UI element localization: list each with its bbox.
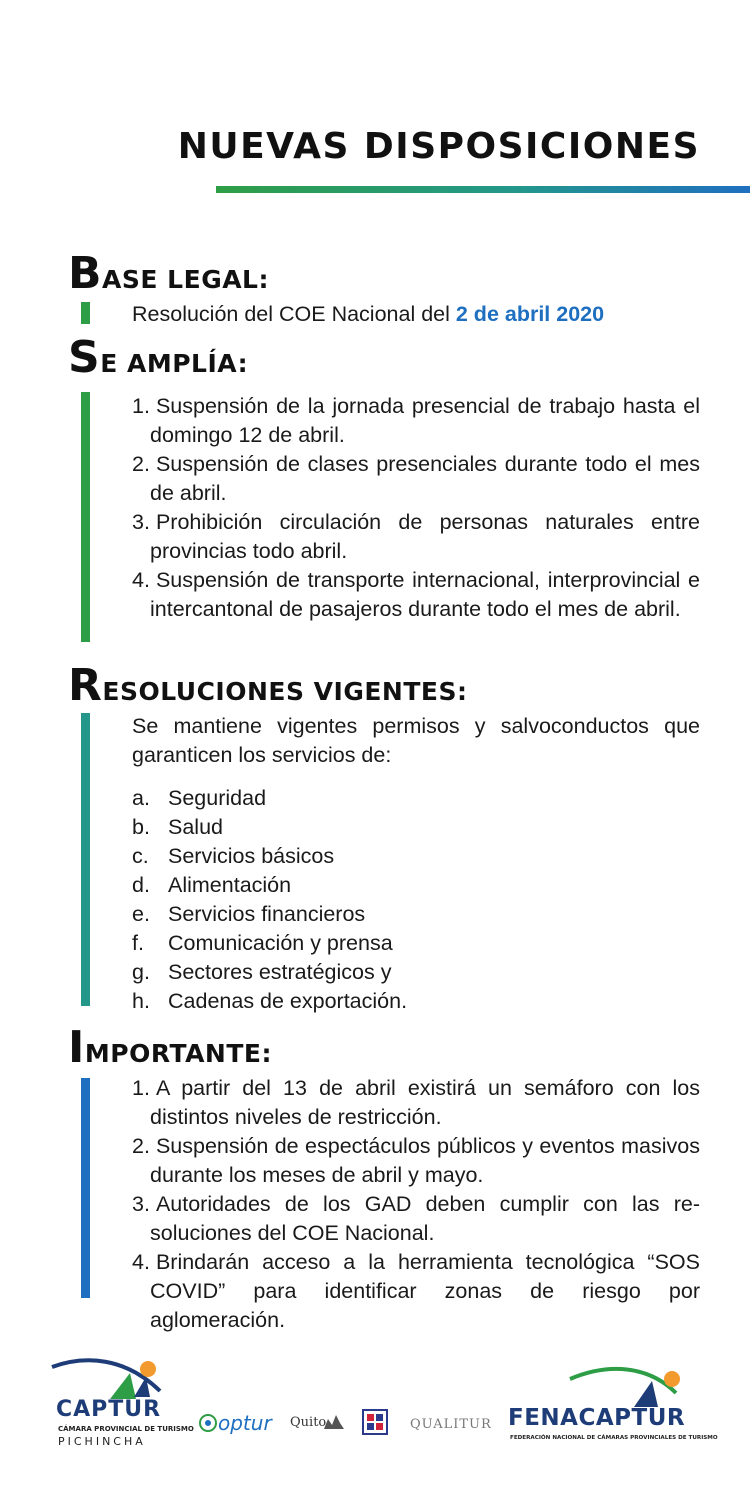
heading-base-legal: BASE LEGAL:: [68, 248, 269, 299]
se-amplia-bar: [81, 392, 90, 642]
list-item: g. Sectores estratégicos y: [132, 960, 392, 984]
importante-list: [132, 1074, 700, 1335]
resoluciones-intro: Se mantiene vigentes permisos y salvoconductos que garanticen los servicios de:: [132, 714, 700, 767]
quito-skyline-icon: [324, 1413, 344, 1429]
footer-logos: CAPTUR CÁMARA PROVINCIAL DE TURISMO PICHINCHA optur Quito QUALITUR FENACAPTUR FEDERACIÓN NACIONAL DE CÁMARAS PROVINCIALES DE TURISMO: [0, 1355, 750, 1495]
base-legal-date: 2 de abril 2020: [455, 302, 605, 326]
qualitur-logo: QUALITUR: [410, 1417, 492, 1432]
se-amplia-list: [132, 392, 700, 624]
list-item: c. Servicios básicos: [132, 844, 335, 868]
list-item: 3. Autoridades de los GAD deben cumplir con las resoluciones del COE Nacional.: [132, 1192, 700, 1245]
list-item: 4. Brindarán acceso a la herramienta tecnológica “SOS COVID” para identificar zonas de riesgo por aglomeración.: [132, 1250, 700, 1332]
list-item: 3. Prohibición circulación de personas naturales entre provincias todo abril.: [132, 510, 700, 563]
list-item: b. Salud: [132, 815, 223, 839]
importante-bar: [81, 1078, 90, 1298]
list-item: 1. Suspensión de la jornada presencial de trabajo hasta el domingo 12 de abril.: [132, 394, 700, 447]
title-underline: [216, 186, 750, 193]
list-item: d. Alimentación: [132, 873, 292, 897]
heading-resoluciones-vigentes: RESOLUCIONES VIGENTES:: [68, 660, 468, 711]
list-item: 1. A partir del 13 de abril existirá un semáforo con los distintos niveles de restricción.: [132, 1076, 700, 1129]
optur-mark-icon: [198, 1413, 218, 1433]
heading-se-amplia: SE AMPLÍA:: [68, 332, 249, 383]
list-item: e. Servicios financieros: [132, 902, 366, 926]
base-legal-text: Resolución del COE Nacional del 2 de abril 2020: [132, 302, 605, 326]
list-item: 2. Suspensión de clases presenciales durante todo el mes de abril.: [132, 452, 700, 505]
list-item: f. Comunicación y prensa: [132, 931, 393, 955]
emblem-square-icon: [362, 1409, 388, 1435]
list-item: 4. Suspensión de transporte internacional, interprovincial e intercantonal de pasajeros durante todo el mes de abril.: [132, 568, 700, 621]
resoluciones-bar: [81, 713, 90, 1006]
heading-importante: IMPORTANTE:: [68, 1022, 272, 1073]
resoluciones-content: [132, 712, 700, 1016]
list-item: 2. Suspensión de espectáculos públicos y eventos masivos durante los meses de abril y mayo.: [132, 1134, 700, 1187]
base-legal-bar: [81, 302, 90, 324]
list-item: h. Cadenas de exportación.: [132, 989, 408, 1013]
page-title: NUEVAS DISPOSICIONES: [177, 126, 700, 167]
list-item: a. Seguridad: [132, 786, 267, 810]
